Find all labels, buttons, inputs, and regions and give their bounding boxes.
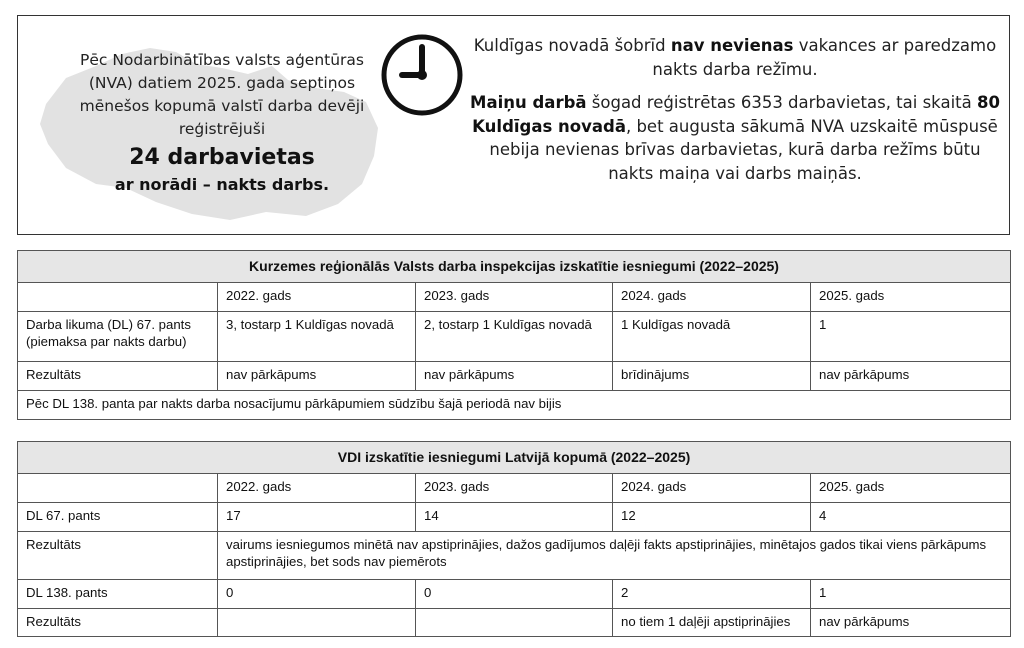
vdi-latvia-table xyxy=(17,441,1011,637)
vacancy-summary xyxy=(465,34,1005,186)
table2-cell: 14 xyxy=(416,503,613,532)
table2-year: 2022. gads xyxy=(218,474,416,503)
table2-cell: 2 xyxy=(613,580,811,609)
table1-cell: nav pārkāpums xyxy=(416,362,613,391)
table1-year: 2025. gads xyxy=(811,283,1011,312)
table2-cell xyxy=(416,609,613,637)
table2-row-label: DL 138. pants xyxy=(18,580,218,609)
vacancy-paragraph-2: Maiņu darbā šogad reģistrētas 6353 darbavietas, tai skaitā 80 Kuldīgas novadā, bet augusta sākumā NVA uzskaitē mūspusē nebija nevienas brīvas darbavietas, kurā darba režīms būtu nakts maiņa vai darbs maiņās. xyxy=(470,93,1000,183)
nva-highlight-count: 24 darbavietas xyxy=(129,145,315,170)
table2-row-label: DL 67. pants xyxy=(18,503,218,532)
table2-cell: 1 xyxy=(811,580,1011,609)
nva-highlight-note: ar norādi – nakts darbs. xyxy=(114,175,330,194)
nva-summary xyxy=(76,49,368,195)
table2-cell: 0 xyxy=(416,580,613,609)
table2-cell: 17 xyxy=(218,503,416,532)
table2-row-label: Rezultāts xyxy=(18,609,218,637)
table2-year: 2025. gads xyxy=(811,474,1011,503)
table1-cell: 2, tostarp 1 Kuldīgas novadā xyxy=(416,312,613,362)
table1-cell: 1 xyxy=(811,312,1011,362)
table2-corner xyxy=(18,474,218,503)
table1-cell: brīdinājums xyxy=(613,362,811,391)
kurzeme-inspection-table xyxy=(17,250,1011,420)
table1-cell: 1 Kuldīgas novadā xyxy=(613,312,811,362)
table2-cell: no tiem 1 daļēji apstiprinājies xyxy=(613,609,811,637)
table1-row-label: Rezultāts xyxy=(18,362,218,391)
vacancy-paragraph-1: Kuldīgas novadā šobrīd nav nevienas vakances ar paredzamo nakts darba režīmu. xyxy=(473,36,997,79)
info-box xyxy=(17,15,1010,235)
table1-cell: nav pārkāpums xyxy=(218,362,416,391)
table1-year: 2023. gads xyxy=(416,283,613,312)
table2-cell xyxy=(218,609,416,637)
table1-row-label: Darba likuma (DL) 67. pants (piemaksa par nakts darbu) xyxy=(18,312,218,362)
nva-summary-text: Pēc Nodarbinātības valsts aģentūras (NVA) datiem 2025. gada septiņos mēnešos kopumā valstī darba devēji reģistrējuši xyxy=(79,51,365,138)
table2-cell: 12 xyxy=(613,503,811,532)
table1-footnote: Pēc DL 138. panta par nakts darba nosacījumu pārkāpumiem sūdzību šajā periodā nav bijis xyxy=(18,391,1011,420)
table2-cell: 0 xyxy=(218,580,416,609)
table2-year: 2024. gads xyxy=(613,474,811,503)
table2-row-label: Rezultāts xyxy=(18,532,218,580)
table2-year: 2023. gads xyxy=(416,474,613,503)
table1-cell: 3, tostarp 1 Kuldīgas novadā xyxy=(218,312,416,362)
table1-title: Kurzemes reģionālās Valsts darba inspekcijas izskatītie iesniegumi (2022–2025) xyxy=(18,251,1011,283)
table2-title: VDI izskatītie iesniegumi Latvijā kopumā (2022–2025) xyxy=(18,442,1011,474)
table2-cell: nav pārkāpums xyxy=(811,609,1011,637)
table1-corner xyxy=(18,283,218,312)
table1-year: 2024. gads xyxy=(613,283,811,312)
table2-result-text: vairums iesniegumos minētā nav apstiprinājies, dažos gadījumos daļēji fakts apstiprinājies, minētajos gados tikai viens pārkāpums apstiprinājies, bet sods nav piemērots xyxy=(218,532,1011,580)
table1-cell: nav pārkāpums xyxy=(811,362,1011,391)
table1-year: 2022. gads xyxy=(218,283,416,312)
table2-cell: 4 xyxy=(811,503,1011,532)
